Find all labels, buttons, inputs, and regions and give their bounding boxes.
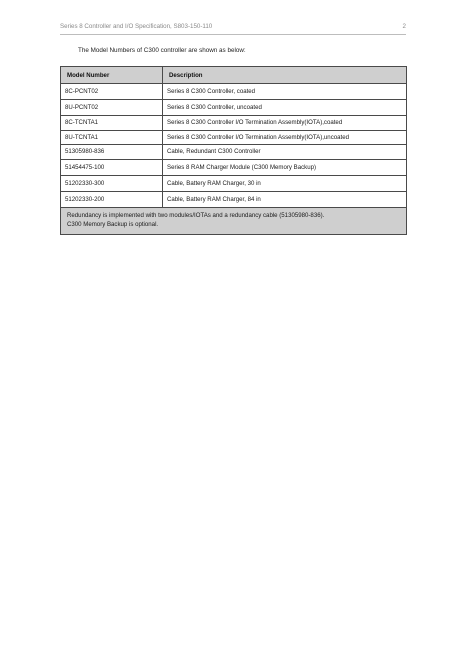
model-number-cell: 51305980-836	[61, 145, 163, 160]
model-number-cell: 8U-TCNTA1	[61, 130, 163, 145]
header-divider	[60, 34, 406, 35]
model-number-cell: 8U-PCNT02	[61, 100, 163, 116]
description-cell: Series 8 C300 Controller, uncoated	[163, 100, 407, 116]
table-row	[61, 100, 407, 116]
column-header-description: Description	[163, 67, 407, 84]
table-header-row	[61, 67, 407, 84]
table-row	[61, 191, 407, 207]
model-number-cell: 51202330-200	[61, 191, 163, 207]
note-line-redundancy: Redundancy is implemented with two modules/IOTAs and a redundancy cable (51305980-836).	[67, 212, 325, 220]
note-line-memory-backup: C300 Memory Backup is optional.	[67, 220, 159, 228]
intro-text: The Model Numbers of C300 controller are shown as below:	[78, 47, 246, 54]
table-note	[61, 207, 407, 234]
description-cell: Cable, Battery RAM Charger, 30 in	[163, 175, 407, 191]
table-row	[61, 175, 407, 191]
model-number-cell: 51202330-300	[61, 175, 163, 191]
description-cell: Series 8 RAM Charger Module (C300 Memory Backup)	[163, 159, 407, 175]
description-cell: Cable, Redundant C300 Controller	[163, 145, 407, 160]
description-cell: Series 8 C300 Controller I/O Termination Assembly(IOTA),coated	[163, 116, 407, 131]
model-number-cell: 8C-TCNTA1	[61, 116, 163, 131]
page-number: 2	[402, 23, 406, 30]
model-number-cell: 51454475-100	[61, 159, 163, 175]
table-row	[61, 116, 407, 131]
table-row	[61, 130, 407, 145]
table-row	[61, 84, 407, 100]
description-cell: Cable, Battery RAM Charger, 84 in	[163, 191, 407, 207]
table-row	[61, 159, 407, 175]
document-title: Series 8 Controller and I/O Specification, S803-150-110	[60, 23, 213, 30]
table-row	[61, 145, 407, 160]
description-cell: Series 8 C300 Controller I/O Termination Assembly(IOTA),uncoated	[163, 130, 407, 145]
table-note-row	[61, 207, 407, 234]
column-header-model-number: Model Number	[61, 67, 163, 84]
description-cell: Series 8 C300 Controller, coated	[163, 84, 407, 100]
model-number-table	[60, 66, 407, 235]
model-number-cell: 8C-PCNT02	[61, 84, 163, 100]
